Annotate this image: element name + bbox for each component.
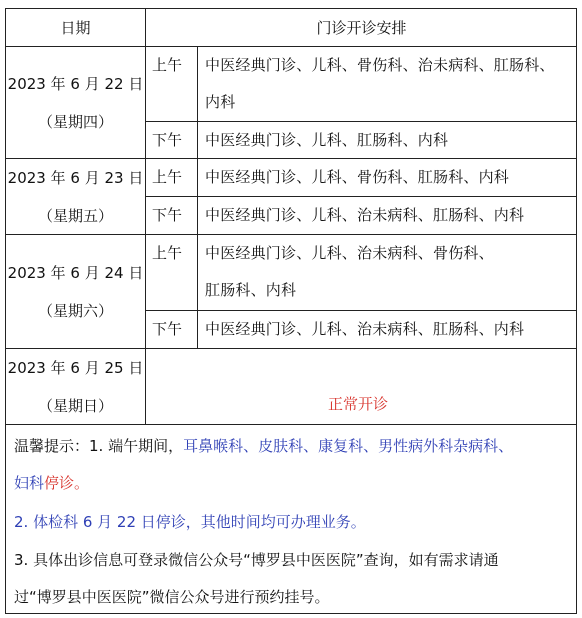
note-3-line1: 3. 具体出诊信息可登录微信公众号“博罗县中医医院”查询，如有需求请通 (14, 551, 499, 569)
session-pm (145, 196, 197, 234)
date-cell-jun24 (5, 234, 145, 348)
session-am (145, 158, 197, 196)
dept-list (197, 234, 577, 310)
dept-line: 中医经典门诊、儿科、治未病科、骨伤科、 (205, 244, 494, 262)
notes-box (5, 424, 577, 614)
weekday-text: （星期日） (37, 396, 113, 415)
session-label: 上午 (152, 56, 183, 74)
session-label: 下午 (152, 131, 183, 149)
session-am (145, 234, 197, 310)
date-cell-jun25 (5, 348, 145, 424)
session-label: 下午 (152, 206, 183, 224)
header-date-label: 日期 (60, 19, 91, 37)
date-text: 2023 年 6 月 24 日 (7, 263, 144, 282)
dept-line: 中医经典门诊、儿科、肛肠科、内科 (205, 131, 449, 149)
note-3-line2: 过“博罗县中医医院”微信公众号进行预约挂号。 (14, 588, 330, 606)
dept-line: 中医经典门诊、儿科、治未病科、肛肠科、内科 (205, 320, 525, 338)
schedule-table (5, 8, 577, 614)
dept-line: 中医经典门诊、儿科、治未病科、肛肠科、内科 (205, 206, 525, 224)
dept-list (197, 196, 577, 234)
header-schedule (145, 8, 577, 46)
dept-line: 内科 (205, 93, 236, 111)
weekday-text: （星期四） (37, 112, 113, 131)
note-2: 2. 体检科 6 月 22 日停诊，其他时间均可办理业务。 (14, 513, 366, 531)
header-schedule-label: 门诊开诊安排 (316, 19, 407, 37)
dept-list (197, 310, 577, 348)
note-1-prefix: 温馨提示：1. 端午期间， (14, 437, 184, 455)
header-date (5, 8, 145, 46)
session-pm (145, 121, 197, 158)
note-1-depts: 耳鼻喉科、皮肤科、康复科、男性病外科杂病科、 (183, 437, 514, 455)
dept-line: 中医经典门诊、儿科、骨伤科、治未病科、肛肠科、 (205, 56, 555, 74)
weekday-text: （星期五） (37, 206, 113, 225)
status-cell (145, 348, 577, 424)
table-border-bottom (5, 613, 577, 614)
note-1-cont (14, 472, 89, 493)
session-pm (145, 310, 197, 348)
note-1-closed: 停诊。 (44, 474, 90, 492)
table-border-right (576, 8, 577, 614)
note-1 (14, 435, 513, 456)
date-text: 2023 年 6 月 23 日 (7, 168, 144, 187)
weekday-text: （星期六） (37, 301, 113, 320)
dept-line: 肛肠科、内科 (205, 281, 297, 299)
session-label: 下午 (152, 320, 183, 338)
date-text: 2023 年 6 月 25 日 (7, 358, 144, 377)
dept-list (197, 121, 577, 158)
status-open-text: 正常开诊 (328, 395, 389, 413)
session-am (145, 46, 197, 121)
dept-line: 中医经典门诊、儿科、骨伤科、肛肠科、内科 (205, 168, 510, 186)
dept-list (197, 46, 577, 121)
date-text: 2023 年 6 月 22 日 (7, 74, 144, 93)
note-1-gyn: 妇科 (14, 474, 45, 492)
session-label: 上午 (152, 168, 183, 186)
session-label: 上午 (152, 244, 183, 262)
dept-list (197, 158, 577, 196)
date-cell-jun23 (5, 158, 145, 234)
date-cell-jun22 (5, 46, 145, 158)
